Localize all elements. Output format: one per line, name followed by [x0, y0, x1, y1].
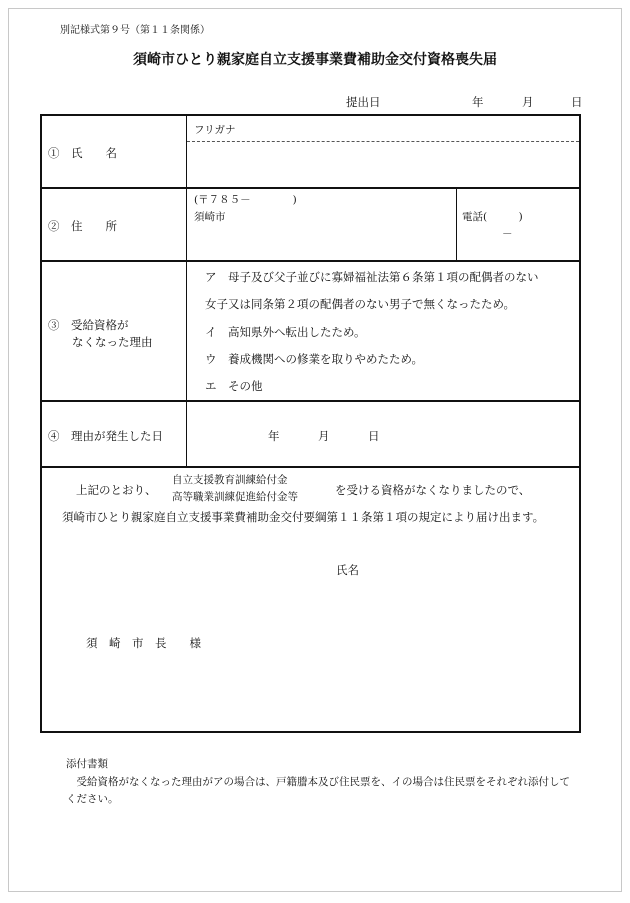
attachments-heading: 添付書類 — [66, 758, 108, 770]
reason-option-e[interactable]: エ その他 — [205, 379, 263, 393]
reason-option-u[interactable]: ウ 養成機関への修業を取りやめたため。 — [205, 352, 424, 366]
benefit-option-2[interactable]: 高等職業訓練促進給付金等 — [172, 491, 298, 503]
document-title: 須崎市ひとり親家庭自立支援事業費補助金交付資格喪失届 — [133, 52, 497, 68]
row-divider — [42, 400, 579, 402]
occurrence-date-label: ④ 理由が発生した日 — [48, 429, 163, 443]
address-label: ② 住 所 — [48, 219, 117, 233]
name-field[interactable] — [188, 144, 578, 184]
reason-option-i[interactable]: イ 高知県外へ転出したため。 — [205, 325, 366, 339]
postal-code-field[interactable]: (〒７８５－ ) — [194, 194, 297, 206]
declaration-suffix: を受ける資格がなくなりましたので、 — [335, 483, 531, 497]
attachments-note-line2: ください。 — [66, 793, 119, 805]
form-table — [40, 114, 581, 733]
reason-option-a[interactable]: ア 母子及び父子並びに寡婦福祉法第６条第１項の配偶者のない — [205, 270, 539, 284]
signature-label: 氏名 — [336, 563, 359, 577]
row-divider — [42, 260, 579, 262]
declaration-prefix: 上記のとおり、 — [76, 483, 157, 497]
declaration-text: 須崎市ひとり親家庭自立支援事業費補助金交付要綱第１１条第１項の規定により届け出ます。 — [62, 510, 545, 524]
phone-field[interactable]: 電話( ) — [462, 211, 523, 223]
reason-label: ③ 受給資格が — [48, 318, 129, 332]
reason-label-line2: なくなった理由 — [72, 335, 153, 349]
furigana-divider — [187, 141, 579, 142]
signature-field[interactable] — [372, 556, 572, 580]
benefit-option-1[interactable]: 自立支援教育訓練給付金 — [172, 474, 288, 486]
submission-day: 日 — [571, 95, 583, 109]
occurrence-month[interactable]: 月 — [318, 429, 330, 443]
address-city: 須崎市 — [194, 211, 226, 223]
occurrence-year[interactable]: 年 — [268, 429, 280, 443]
reason-option-a-cont: 女子又は同条第２項の配偶者のない男子で無くなったため。 — [205, 297, 516, 311]
name-label: ① 氏 名 — [48, 146, 117, 160]
label-column-divider — [186, 116, 187, 468]
row-divider — [42, 187, 579, 189]
furigana-label: フリガナ — [194, 124, 236, 136]
submission-year: 年 — [472, 95, 484, 109]
addressee: 須 崎 市 長 様 — [86, 636, 201, 650]
phone-column-divider — [456, 189, 457, 260]
submission-month: 月 — [522, 95, 534, 109]
attachments-note: 受給資格がなくなった理由がアの場合は、戸籍謄本及び住民票を、イの場合は住民票をそれぞれ添付して — [66, 776, 570, 788]
phone-dash: － — [502, 228, 513, 240]
form-number: 別記様式第９号（第１１条関係） — [60, 25, 210, 36]
row-divider — [42, 466, 579, 468]
submission-date-label: 提出日 — [346, 95, 381, 109]
occurrence-day[interactable]: 日 — [368, 429, 380, 443]
